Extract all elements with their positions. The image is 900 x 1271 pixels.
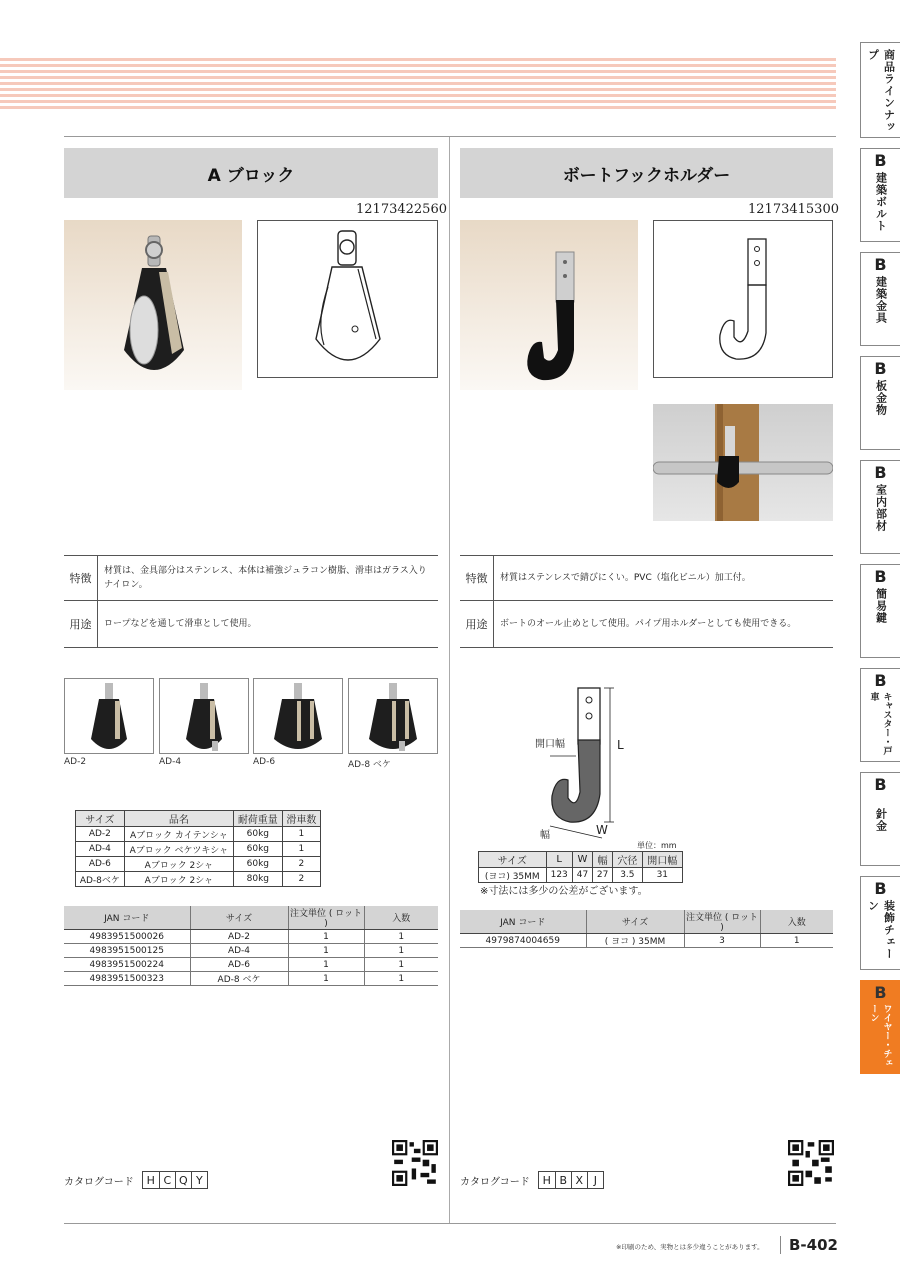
- catalog-label: カタログコード: [64, 1176, 134, 1188]
- sidebar-item-wire[interactable]: [860, 772, 900, 866]
- spec-cell: AD-8ベケ: [76, 872, 125, 887]
- sidebar-item-letter: B: [874, 255, 887, 274]
- left-jan-table: [64, 906, 438, 986]
- spec-cell: 2: [282, 857, 320, 872]
- spec-header: 品名: [124, 811, 233, 827]
- usage-label: 用途: [64, 601, 98, 647]
- variant-label-ad6: AD-6: [253, 757, 276, 767]
- spec-cell: 60kg: [233, 842, 282, 857]
- qr-code-icon: [392, 1140, 438, 1186]
- spec-cell: 2: [282, 872, 320, 887]
- jan-cell: 1: [760, 934, 833, 948]
- spec-header: 開口幅: [642, 852, 682, 868]
- block-drawing: [257, 220, 438, 378]
- block-photo: [64, 220, 242, 390]
- jan-header: 注文単位 ( ロット ): [288, 906, 364, 930]
- pulley-double-becket-icon: [349, 679, 438, 754]
- features-label: 特徴: [64, 556, 98, 600]
- table-row: [76, 857, 321, 872]
- catalog-letter: X: [571, 1172, 587, 1188]
- left-product-title: A ブロック: [64, 148, 438, 198]
- catalog-letter: H: [542, 1173, 551, 1187]
- sidebar-item-letter: B: [874, 151, 887, 170]
- usage-text: ロープなどを通して滑車として使用。: [104, 619, 257, 629]
- spec-cell: Aブロック 2シャ: [124, 872, 233, 887]
- dim-label-L: L: [617, 738, 624, 752]
- left-product-code: 12173422560: [356, 202, 447, 217]
- usage-text: ボートのオール止めとして使用。パイプ用ホルダーとしても使用できる。: [500, 619, 797, 629]
- jan-cell: 4983951500224: [64, 958, 190, 972]
- catalog-letter: J: [587, 1172, 603, 1188]
- spec-header: 幅: [593, 852, 613, 868]
- jan-cell: 1: [364, 972, 438, 986]
- right-jan-table: [460, 910, 833, 948]
- pulley-becket-icon: [160, 679, 249, 754]
- sidebar-item-letter: B: [874, 983, 887, 1002]
- hook-on-pole-icon: [653, 404, 833, 521]
- spec-cell: 1: [282, 827, 320, 842]
- catalog-letter: Y: [191, 1172, 207, 1188]
- jan-header: サイズ: [586, 910, 684, 934]
- right-catalog-code: [460, 1171, 604, 1189]
- spec-cell: AD-4: [76, 842, 125, 857]
- jan-header: 注文単位 ( ロット ): [684, 910, 760, 934]
- dim-label-width: 幅: [540, 830, 550, 841]
- spec-cell: 27: [593, 868, 613, 883]
- page-number: B-402: [780, 1236, 838, 1254]
- catalog-letter: H: [146, 1173, 155, 1187]
- jan-cell: AD-2: [190, 930, 288, 944]
- sidebar-item-bolts[interactable]: [860, 148, 900, 242]
- table-row: [64, 930, 438, 944]
- hook-photo-icon: [460, 220, 638, 390]
- jan-cell: 1: [288, 972, 364, 986]
- jan-header: サイズ: [190, 906, 288, 930]
- table-row: [64, 972, 438, 986]
- top-rule: [64, 136, 836, 137]
- left-catalog-code: [64, 1171, 208, 1189]
- sidebar-item-label: 板金物: [874, 380, 888, 416]
- spec-header: 滑車数: [282, 811, 320, 827]
- header-stripes: [0, 58, 836, 110]
- sidebar-item-letter: B: [874, 775, 887, 794]
- left-spec-table: [75, 810, 321, 887]
- spec-header: 穴径: [613, 852, 642, 868]
- spec-cell: AD-2: [76, 827, 125, 842]
- hook-usage-photo: [653, 404, 833, 521]
- right-product-title: ボートフックホルダー: [460, 148, 833, 198]
- sidebar-item-letter: B: [874, 567, 887, 586]
- sidebar-item-label: 室内部材: [874, 484, 888, 532]
- dim-label-opening: 開口幅: [535, 739, 565, 750]
- hook-drawing-icon: [654, 221, 834, 379]
- variant-label-ad2: AD-2: [64, 757, 87, 767]
- spec-cell: (ヨコ) 35MM: [479, 868, 547, 883]
- jan-cell: 1: [364, 930, 438, 944]
- sidebar-item-label: 商品ラインナップ: [866, 49, 896, 133]
- table-row: [479, 868, 683, 883]
- catalog-letter: B: [555, 1172, 571, 1188]
- pulley-drawing-icon: [258, 221, 439, 379]
- sidebar-item-label: 建築ボルト: [874, 172, 888, 232]
- right-spec-table: [478, 851, 683, 883]
- spec-header: サイズ: [479, 852, 547, 868]
- variant-label-ad4: AD-4: [159, 757, 182, 767]
- spec-cell: AD-6: [76, 857, 125, 872]
- table-row: [76, 827, 321, 842]
- jan-cell: AD-4: [190, 944, 288, 958]
- jan-cell: 4983951500125: [64, 944, 190, 958]
- right-product-code: 12173415300: [748, 202, 839, 217]
- sidebar-item-label: ワイヤー・チェーン: [868, 1004, 892, 1067]
- table-row: [64, 944, 438, 958]
- catalog-letter: C: [159, 1172, 175, 1188]
- jan-header: JAN コード: [64, 906, 190, 930]
- variant-thumb-ad4: [159, 678, 249, 754]
- catalog-letter: Q: [175, 1172, 191, 1188]
- spec-cell: 1: [282, 842, 320, 857]
- spec-cell: 3.5: [613, 868, 642, 883]
- spec-cell: 80kg: [233, 872, 282, 887]
- catalog-letters: [142, 1171, 208, 1189]
- sidebar-item-label: 装飾チェーン: [866, 900, 896, 960]
- jan-cell: 4983951500323: [64, 972, 190, 986]
- variant-thumb-ad8: [348, 678, 438, 754]
- sidebar-item-label: キャスター・戸車: [868, 692, 892, 755]
- pulley-double-icon: [254, 679, 343, 754]
- spec-cell: Aブロック 2シャ: [124, 857, 233, 872]
- spec-cell: Aブロック カイテンシャ: [124, 827, 233, 842]
- sidebar-item-locks[interactable]: [860, 564, 900, 658]
- dim-label-W: W: [596, 823, 608, 837]
- jan-header: 入数: [364, 906, 438, 930]
- pulley-single-icon: [65, 679, 154, 754]
- features-text: 材質はステンレスで錆びにくい。PVC（塩化ビニル）加工付。: [500, 573, 751, 583]
- features-label: 特徴: [460, 556, 494, 600]
- jan-cell: 1: [288, 944, 364, 958]
- sidebar-item-letter: B: [874, 463, 887, 482]
- sidebar-item-hardware[interactable]: [860, 252, 900, 346]
- jan-cell: ( ヨコ ) 35MM: [586, 934, 684, 948]
- sidebar-item-decor-chain[interactable]: [860, 876, 900, 970]
- sidebar-item-sheet-metal[interactable]: [860, 356, 900, 450]
- right-feature-table: [460, 555, 833, 648]
- table-row: [76, 842, 321, 857]
- sidebar-item-label: 建築金具: [874, 276, 888, 324]
- jan-cell: AD-6: [190, 958, 288, 972]
- hook-photo: [460, 220, 638, 390]
- sidebar-item-letter: B: [874, 359, 887, 378]
- jan-cell: AD-8 ベケ: [190, 972, 288, 986]
- jan-header: 入数: [760, 910, 833, 934]
- variant-thumb-ad6: [253, 678, 343, 754]
- left-feature-table: [64, 555, 438, 648]
- pulley-photo-icon: [64, 220, 242, 390]
- catalog-letters: [538, 1171, 604, 1189]
- sidebar-item-wire-chain[interactable]: [860, 980, 900, 1074]
- sidebar-item-lineup[interactable]: [860, 42, 900, 138]
- sidebar-item-letter: B: [874, 671, 887, 690]
- sidebar-item-label: 簡易鍵: [874, 588, 888, 624]
- spec-cell: 60kg: [233, 857, 282, 872]
- footer-note: ※印刷のため、実物とは多少違うことがあります。: [616, 1243, 764, 1251]
- spec-cell: 47: [572, 868, 592, 883]
- features-text: 材質は、金具部分はステンレス、本体は補強ジュラコン樹脂、滑車はガラス入りナイロン。: [104, 566, 427, 590]
- spec-header: 耐荷重量: [233, 811, 282, 827]
- jan-cell: 1: [364, 944, 438, 958]
- variant-thumb-ad2: [64, 678, 154, 754]
- jan-cell: 1: [288, 930, 364, 944]
- spec-cell: Aブロック ベケツキシャ: [124, 842, 233, 857]
- spec-header: L: [546, 852, 572, 868]
- sidebar-item-letter: B: [874, 879, 887, 898]
- spec-cell: 123: [546, 868, 572, 883]
- spec-cell: 60kg: [233, 827, 282, 842]
- jan-cell: 4983951500026: [64, 930, 190, 944]
- table-row: [76, 872, 321, 887]
- sidebar-item-interior[interactable]: [860, 460, 900, 554]
- spec-header: サイズ: [76, 811, 125, 827]
- tolerance-note: ※寸法には多少の公差がございます。: [480, 886, 648, 897]
- spec-cell: 31: [642, 868, 682, 883]
- jan-cell: 3: [684, 934, 760, 948]
- variant-label-ad8: AD-8 ベケ: [348, 760, 391, 770]
- sidebar-item-casters[interactable]: [860, 668, 900, 762]
- catalog-label: カタログコード: [460, 1176, 530, 1188]
- jan-header: JAN コード: [460, 910, 586, 934]
- jan-cell: 4979874004659: [460, 934, 586, 948]
- jan-cell: 1: [288, 958, 364, 972]
- table-row: [460, 934, 833, 948]
- column-divider: [449, 137, 450, 1224]
- usage-label: 用途: [460, 601, 494, 647]
- hook-dimension-diagram: [530, 676, 680, 842]
- sidebar-item-label: 針金: [874, 808, 888, 832]
- bottom-rule: [64, 1223, 836, 1224]
- jan-cell: 1: [364, 958, 438, 972]
- table-row: [64, 958, 438, 972]
- unit-label: 単位：mm: [637, 841, 677, 850]
- hook-drawing: [653, 220, 833, 378]
- spec-header: W: [572, 852, 592, 868]
- qr-code-icon: [788, 1140, 834, 1186]
